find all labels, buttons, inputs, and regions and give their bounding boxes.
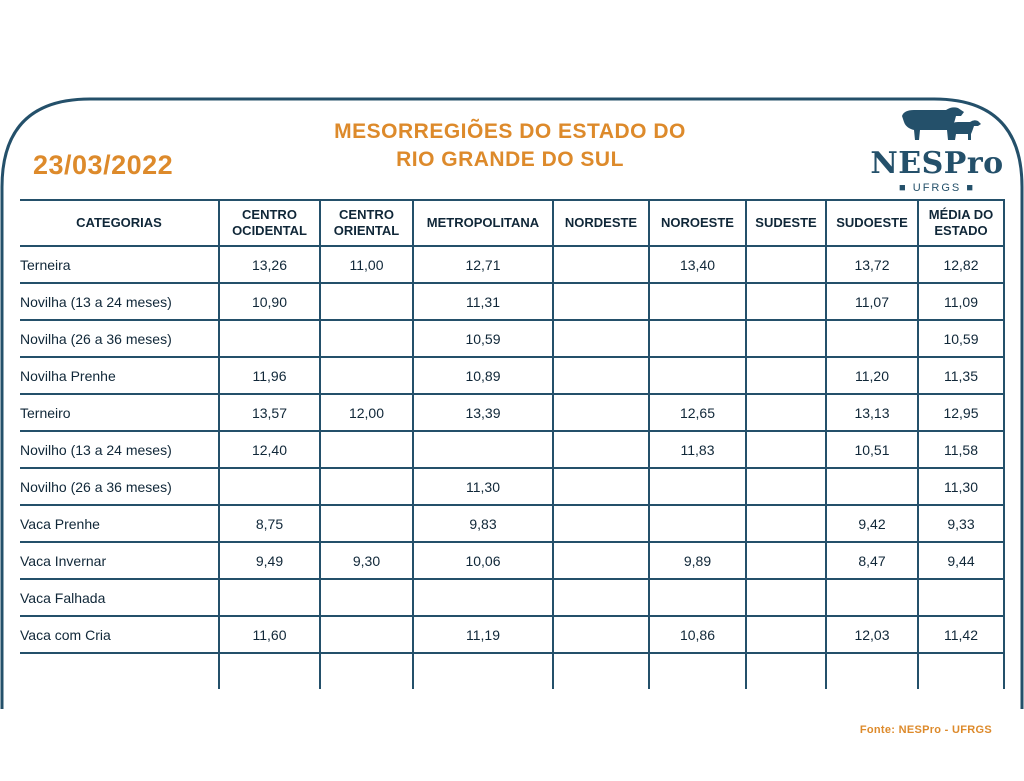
- price-cell: 10,90: [219, 283, 320, 320]
- price-cell: 11,31: [413, 283, 553, 320]
- column-header-line: METROPOLITANA: [426, 215, 540, 230]
- price-cell: [320, 616, 413, 653]
- price-cell: 13,57: [219, 394, 320, 431]
- price-cell: [553, 505, 649, 542]
- table-header-row: [20, 200, 1004, 246]
- table-row: [20, 357, 1004, 394]
- column-header-line: CENTRO: [339, 207, 394, 222]
- price-cell: 12,03: [826, 616, 918, 653]
- price-cell: [553, 431, 649, 468]
- category-cell: Novilha (26 a 36 meses): [20, 320, 219, 357]
- price-cell: 10,59: [413, 320, 553, 357]
- price-cell: [553, 653, 649, 689]
- price-cell: [746, 283, 826, 320]
- table-row: [20, 320, 1004, 357]
- price-cell: [553, 357, 649, 394]
- price-cell: [746, 505, 826, 542]
- price-cell: 11,20: [826, 357, 918, 394]
- price-cell: [320, 283, 413, 320]
- price-cell: 9,33: [918, 505, 1004, 542]
- price-cell: 11,19: [413, 616, 553, 653]
- table-row: [20, 616, 1004, 653]
- price-cell: 11,83: [649, 431, 746, 468]
- flag-left-icon: ■: [899, 182, 908, 194]
- price-cell: [746, 616, 826, 653]
- price-cell: [553, 283, 649, 320]
- price-cell: [553, 542, 649, 579]
- price-cell: [413, 431, 553, 468]
- category-cell: [20, 653, 219, 689]
- column-header-line: OCIDENTAL: [232, 223, 307, 238]
- price-cell: 13,26: [219, 246, 320, 283]
- price-cell: 11,00: [320, 246, 413, 283]
- column-header: [20, 200, 219, 246]
- logo-sub-text: UFRGS: [912, 182, 962, 194]
- category-cell: Novilho (26 a 36 meses): [20, 468, 219, 505]
- nespro-logo: [868, 104, 1006, 196]
- price-cell: [320, 320, 413, 357]
- table-row: [20, 431, 1004, 468]
- price-cell: 11,42: [918, 616, 1004, 653]
- price-cell: [553, 616, 649, 653]
- price-cell: 12,82: [918, 246, 1004, 283]
- price-cell: [746, 468, 826, 505]
- flag-right-icon: ■: [966, 182, 975, 194]
- table-row: [20, 653, 1004, 689]
- cattle-icon: [868, 104, 1006, 146]
- column-header: [413, 200, 553, 246]
- price-cell: 13,13: [826, 394, 918, 431]
- price-cell: [649, 468, 746, 505]
- category-cell: Vaca Falhada: [20, 579, 219, 616]
- price-cell: [649, 283, 746, 320]
- column-header-line: NORDESTE: [564, 215, 638, 230]
- price-cell: 12,95: [918, 394, 1004, 431]
- price-cell: 9,49: [219, 542, 320, 579]
- price-cell: 10,59: [918, 320, 1004, 357]
- column-header: [219, 200, 320, 246]
- column-header: [320, 200, 413, 246]
- source-note: Fonte: NESPro - UFRGS: [859, 724, 992, 736]
- price-cell: [553, 468, 649, 505]
- price-cell: [746, 542, 826, 579]
- price-cell: [553, 246, 649, 283]
- price-cell: 12,40: [219, 431, 320, 468]
- page-title: [290, 118, 730, 174]
- price-cell: [320, 505, 413, 542]
- table-row: [20, 579, 1004, 616]
- column-header-line: ORIENTAL: [333, 223, 400, 238]
- table-row: [20, 394, 1004, 431]
- column-header: [553, 200, 649, 246]
- category-cell: Vaca Prenhe: [20, 505, 219, 542]
- price-cell: 10,06: [413, 542, 553, 579]
- price-cell: [746, 579, 826, 616]
- price-cell: [553, 394, 649, 431]
- column-header-line: SUDOESTE: [836, 215, 908, 230]
- price-cell: [219, 468, 320, 505]
- category-cell: Vaca com Cria: [20, 616, 219, 653]
- price-cell: 10,86: [649, 616, 746, 653]
- price-cell: 11,30: [918, 468, 1004, 505]
- price-cell: [320, 431, 413, 468]
- price-cell: [746, 653, 826, 689]
- price-cell: [649, 653, 746, 689]
- price-cell: [746, 320, 826, 357]
- table-row: [20, 283, 1004, 320]
- price-cell: [320, 357, 413, 394]
- title-line-1: MESORREGIÕES DO ESTADO DO: [334, 120, 686, 143]
- price-cell: 10,89: [413, 357, 553, 394]
- price-cell: 11,09: [918, 283, 1004, 320]
- price-cell: [553, 320, 649, 357]
- price-cell: [746, 431, 826, 468]
- price-cell: 11,96: [219, 357, 320, 394]
- price-cell: [826, 468, 918, 505]
- price-cell: 13,39: [413, 394, 553, 431]
- price-cell: 11,60: [219, 616, 320, 653]
- logo-subtitle: [868, 182, 1006, 194]
- price-cell: 12,71: [413, 246, 553, 283]
- price-cell: 11,35: [918, 357, 1004, 394]
- price-cell: 11,30: [413, 468, 553, 505]
- price-cell: [320, 579, 413, 616]
- category-cell: Vaca Invernar: [20, 542, 219, 579]
- price-cell: [649, 505, 746, 542]
- category-cell: Novilha (13 a 24 meses): [20, 283, 219, 320]
- column-header-line: NOROESTE: [661, 215, 734, 230]
- price-cell: [320, 653, 413, 689]
- price-cell: 12,65: [649, 394, 746, 431]
- column-header: [746, 200, 826, 246]
- column-header: [918, 200, 1004, 246]
- column-header-line: CATEGORIAS: [76, 215, 162, 230]
- price-cell: [826, 320, 918, 357]
- category-cell: Novilha Prenhe: [20, 357, 219, 394]
- table-row: [20, 505, 1004, 542]
- price-cell: [826, 579, 918, 616]
- table-row: [20, 246, 1004, 283]
- price-cell: 9,83: [413, 505, 553, 542]
- price-cell: [746, 394, 826, 431]
- price-cell: [320, 468, 413, 505]
- price-cell: 13,40: [649, 246, 746, 283]
- price-cell: [918, 579, 1004, 616]
- category-cell: Terneiro: [20, 394, 219, 431]
- price-cell: [413, 579, 553, 616]
- price-cell: 8,47: [826, 542, 918, 579]
- table-row: [20, 468, 1004, 505]
- price-cell: [649, 579, 746, 616]
- price-cell: 13,72: [826, 246, 918, 283]
- price-cell: 10,51: [826, 431, 918, 468]
- price-cell: [649, 357, 746, 394]
- title-line-2: RIO GRANDE DO SUL: [396, 148, 624, 171]
- price-cell: 9,30: [320, 542, 413, 579]
- report-date: 23/03/2022: [33, 150, 174, 180]
- price-cell: 11,07: [826, 283, 918, 320]
- column-header-line: MÉDIA DO: [928, 207, 994, 222]
- table-row: [20, 542, 1004, 579]
- price-cell: 12,00: [320, 394, 413, 431]
- logo-name: NESPro: [870, 146, 1004, 181]
- column-header-line: SUDESTE: [755, 215, 817, 230]
- price-cell: [746, 357, 826, 394]
- price-cell: [826, 653, 918, 689]
- price-cell: [746, 246, 826, 283]
- price-cell: [219, 579, 320, 616]
- price-cell: 9,44: [918, 542, 1004, 579]
- price-cell: 8,75: [219, 505, 320, 542]
- price-cell: [649, 320, 746, 357]
- price-table: [20, 199, 1005, 689]
- column-header-line: ESTADO: [934, 223, 988, 238]
- price-cell: 11,58: [918, 431, 1004, 468]
- column-header: [649, 200, 746, 246]
- price-cell: [219, 320, 320, 357]
- category-cell: Terneira: [20, 246, 219, 283]
- price-cell: [918, 653, 1004, 689]
- price-cell: 9,42: [826, 505, 918, 542]
- column-header: [826, 200, 918, 246]
- price-cell: [553, 579, 649, 616]
- price-cell: [219, 653, 320, 689]
- category-cell: Novilho (13 a 24 meses): [20, 431, 219, 468]
- price-cell: 9,89: [649, 542, 746, 579]
- column-header-line: CENTRO: [242, 207, 297, 222]
- price-cell: [413, 653, 553, 689]
